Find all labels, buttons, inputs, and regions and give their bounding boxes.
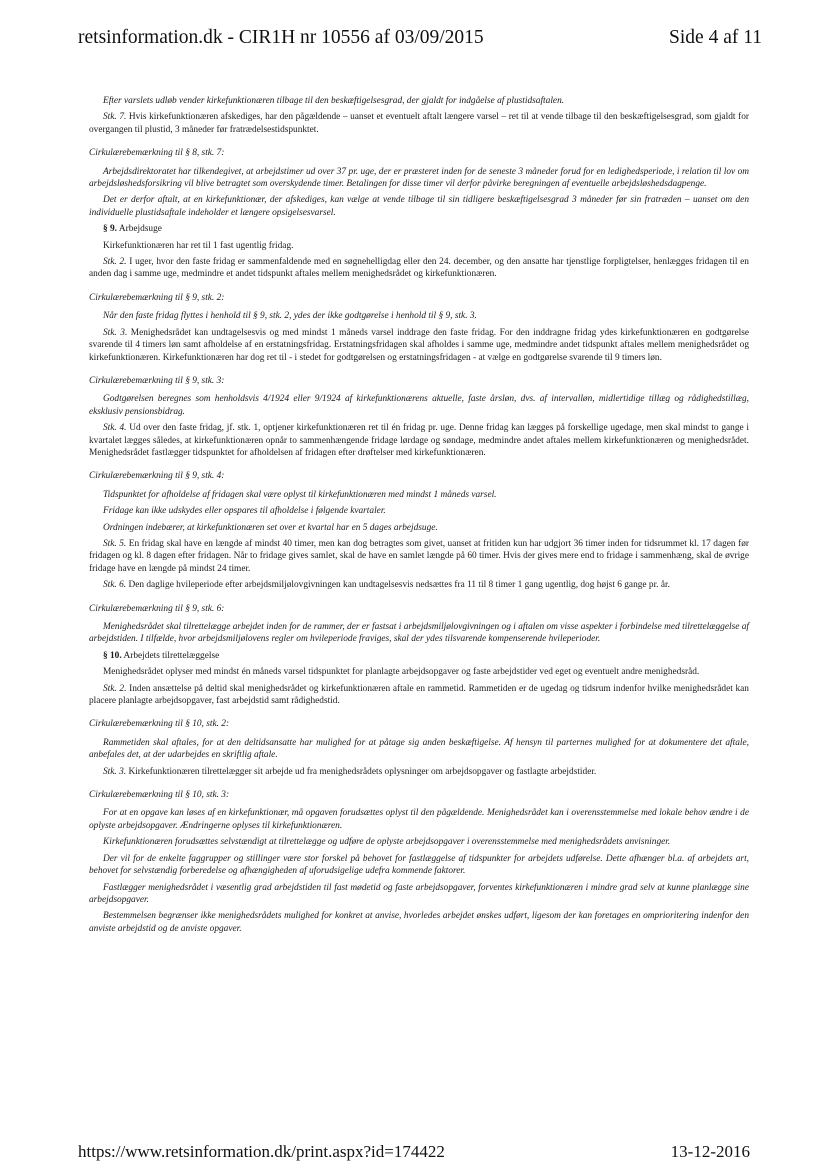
paragraph [89, 422, 749, 459]
paragraph: Der vil for de enkelte faggrupper og stillinger være stor forskel på behovet for fastlæggelse af tidspunkter for arbejdets udførelse. Dette afhænger bl.a. af arbejdets art, behovet for selvstændig forberedelse og afhængigheden af uforudsigelige udefra kommende faktorer. [89, 853, 749, 877]
paragraph: Efter varslets udløb vender kirkefunktionæren tilbage til den beskæftigelsesgrad, der gjaldt for indgåelse af plustidsaftalen. [103, 96, 565, 106]
page-header-title: retsinformation.dk - CIR1H nr 10556 af 03/09/2015 [78, 27, 484, 48]
circular-remark-heading: Cirkulærebemærkning til § 10, stk. 2: [89, 719, 230, 730]
paragraph: Fastlægger menighedsrådet i væsentlig grad arbejdstiden til fast mødetid og faste arbejdsopgaver, forventes kirkefunktionæren i mindre grad selv at kunne planlægge sine arbejdsopgaver. [89, 882, 749, 905]
page-footer-url: https://www.retsinformation.dk/print.aspx?id=174422 [78, 1142, 445, 1161]
paragraph: Arbejdsdirektoratet har tilkendegivet, at arbejdstimer ud over 37 pr. uge, der er præsteret inden for de seneste 3 måneder forud for en ledighedsperiode, i relation til lov om arbejdsløshedsforsikring vil blive betragtet som overskydende timer. Betalingen for disse timer vil derfor påvirke beregningen af eventuelle arbejdsløshedsdagpenge. [89, 166, 749, 190]
paragraph [89, 683, 749, 708]
paragraph [89, 111, 749, 136]
paragraph: Tidspunktet for afholdelse af fridagen skal være oplyst til kirkefunktionæren med mindst 1 måneds varsel. [103, 489, 497, 500]
stk-label: Stk. 3. [103, 327, 128, 338]
page-number: Side 4 af 11 [669, 27, 762, 48]
paragraph: Det er derfor aftalt, at en kirkefunktionær, der afskediges, kan vælge at vende tilbage til sin tidligere beskæftigelsesgrad 3 måneder før sin fratræden – uanset om den individuelle plustidsaftale indeholder et længere opsigelsesvarsel. [89, 195, 749, 218]
paragraph [89, 766, 749, 778]
paragraph: Kirkefunktionæren har ret til 1 fast ugentlig fridag. [103, 240, 294, 251]
paragraph: Kirkefunktionæren forudsættes selvstændigt at tilrettelægge og udføre de oplyste arbejdsopgaver i overensstemmelse med menighedsrådets anvisninger. [103, 837, 671, 848]
circular-remark-heading: Cirkulærebemærkning til § 9, stk. 2: [89, 292, 225, 303]
stk-label: Stk. 7. [103, 112, 127, 123]
circular-remark-heading: Cirkulærebemærkning til § 9, stk. 6: [89, 603, 225, 614]
paragraph: Fridage kan ikke udskydes eller opspares til afholdelse i følgende kvartaler. [103, 506, 386, 517]
paragraph-text: En fridag skal have en længde af mindst 40 timer, men kan dog betragtes som givet, uanset at fritiden kun har udgjort 36 timer inden for tidsrummet kl. 17 dagen før fridagen og kl. 8 dagen efter fridagen. Når to fridage gives samlet, skal de have en samlet længde på 60 timer. Hvis der gives mere end to fridage i sammenhæng, skal de øvrige fridage have en længde på mindst 24 timer. [89, 538, 749, 574]
circular-remark-heading: Cirkulærebemærkning til § 9, stk. 3: [89, 375, 225, 386]
paragraph-text: Hvis kirkefunktionæren afskediges, har den pågældende – uanset et eventuelt aftalt længere varsel – ret til at vende tilbage til den beskæftigelsesgrad, som gjaldt for overgangen til plustid, 3 måneder før fratrædelsestidspunktet. [89, 112, 749, 135]
paragraph-text: Inden ansættelse på deltid skal menighedsrådet og kirkefunktionæren aftale en rammetid. Rammetiden er de ugedag og tidsrum indenfor hvilke menighedsrådet kan placere planlagte arbejdsopgaver, fast arbejdstid samt rådighedstid. [89, 683, 749, 707]
print-date: 13-12-2016 [670, 1142, 750, 1161]
paragraph: Rammetiden skal aftales, for at den deltidsansatte har mulighed for at påtage sig anden beskæftigelse. Af hensyn til parternes mulighed for at dokumentere det aftale, anbefales det, at der udarbejdes en skriftlig aftale. [89, 737, 749, 761]
circular-remark-heading: Cirkulærebemærkning til § 8, stk. 7: [89, 148, 225, 159]
paragraph: Når den faste fridag flyttes i henhold til § 9, stk. 2, ydes der ikke godtgørelse i henhold til § 9, stk. 3. [103, 311, 477, 322]
section-title: Arbejdets tilrettelæggelse [121, 650, 220, 661]
paragraph [89, 327, 749, 364]
paragraph-text: Den daglige hvileperiode efter arbejdsmiljølovgivningen kan undtagelsesvis nedsættes fra 11 til 8 timer 1 gang ugentlig, dog højst 6 gange pr. år. [126, 580, 670, 591]
paragraph-text: Ud over den faste fridag, jf. stk. 1, optjener kirkefunktionæren ret til én fridag pr. uge. Denne fridag kan lægges på forskellige ugedage, men skal mindst to gange i kvartalet lægges således, at kirkefunktionæren opnår to sammenhængende fridage lørdage og søndage, medmindre andet aftales mellem kirkefunktionæren og menighedsrådet. Menighedsrådet fastlægger tidspunktet for afholdelsen af fridagen efter drøftelser med kirkefunktionæren. [89, 423, 749, 458]
stk-label: Stk. 3. [103, 766, 127, 777]
stk-label: Stk. 6. [103, 580, 127, 591]
paragraph: For at en opgave kan løses af en kirkefunktionær, må opgaven forudsættes oplyst til den pågældende. Menighedsrådet kan i overensstemmelse med lokale behov ændre i de oplyste arbejdsopgaver. Ændringerne oplyses til kirkefunktionæren. [89, 808, 749, 831]
document-body [89, 95, 749, 939]
paragraph: Godtgørelsen beregnes som henholdsvis 4/1924 eller 9/1924 af kirkefunktionærens aktuelle, faste årsløn, dvs. af intervalløn, midlertidige tillæg og rådighedstillæg, eksklusiv pensionsbidrag. [89, 394, 749, 417]
paragraph: Ordningen indebærer, at kirkefunktionæren set over et kvartal har en 5 dages arbejdsuge. [103, 522, 438, 533]
paragraph-text: I uger, hvor den faste fridag er sammenfaldende med en søgnehelligdag eller den 24. december, og den ansatte har tjenstlige forpligtelser, henlægges fridagen til en anden dag i samme uge, medmindre et andet tidspunkt aftales mellem menighedsrådet og kirkefunktionæren. [89, 257, 749, 280]
circular-remark-heading: Cirkulærebemærkning til § 10, stk. 3: [89, 790, 230, 801]
paragraph: Menighedsrådet oplyser med mindst én måneds varsel tidspunktet for planlagte arbejdsopgaver og faste arbejdstider ved eget og eventuelt andre menighedsråd. [103, 667, 700, 678]
paragraph [89, 579, 749, 591]
section-heading [89, 223, 749, 235]
stk-label: Stk. 5. [103, 538, 127, 549]
stk-label: Stk. 2. [103, 683, 127, 694]
section-number: § 9. [103, 224, 118, 235]
paragraph: Bestemmelsen begrænser ikke menighedsrådets mulighed for konkret at anvise, hvorledes arbejdet ønskes udført, ligesom der kan foretages en omprioritering indenfor den anviste arbejdstid og de anviste opgaver. [89, 911, 749, 934]
stk-label: Stk. 2. [103, 257, 127, 268]
section-number: § 10. [103, 650, 122, 661]
section-title: Arbejdsuge [117, 224, 162, 235]
section-heading [89, 650, 749, 662]
paragraph: Menighedsrådet skal tilrettelægge arbejdet inden for de rammer, der er fastsat i arbejdsmiljølovgivningen og i aftalen om visse aspekter i forbindelse med tilrettelæggelse af arbejdstiden. I tilfælde, hvor arbejdsmiljølovens regler om hvileperiode fraviges, skal der ydes tilsvarende kompenserende hvileperioder. [89, 622, 749, 645]
paragraph-text: Kirkefunktionæren tilrettelægger sit arbejde ud fra menighedsrådets oplysninger om arbejdsopgaver og fastlagte arbejdstider. [126, 766, 597, 777]
paragraph [89, 538, 749, 575]
paragraph [89, 256, 749, 281]
paragraph-text: Menighedsrådet kan undtagelsesvis og med mindst 1 måneds varsel inddrage den faste fridag. For den inddragne fridag ydes kirkefunktionæren en godtgørelse svarende til 4 timers løn samt afholdelse af en erstatningsfridag. Erstatningsfridagen skal afholdes i samme uge, medmindre andet tidspunkt aftales mellem menighedsrådet og kirkefunktionæren. Kirkefunktionæren har dog ret til - i stedet for godtgørelsen og erstatningsfridagen - at vælge en godtgørelse svarende til 9 timers løn. [89, 327, 749, 363]
circular-remark-heading: Cirkulærebemærkning til § 9, stk. 4: [89, 471, 225, 482]
stk-label: Stk. 4. [103, 423, 127, 434]
